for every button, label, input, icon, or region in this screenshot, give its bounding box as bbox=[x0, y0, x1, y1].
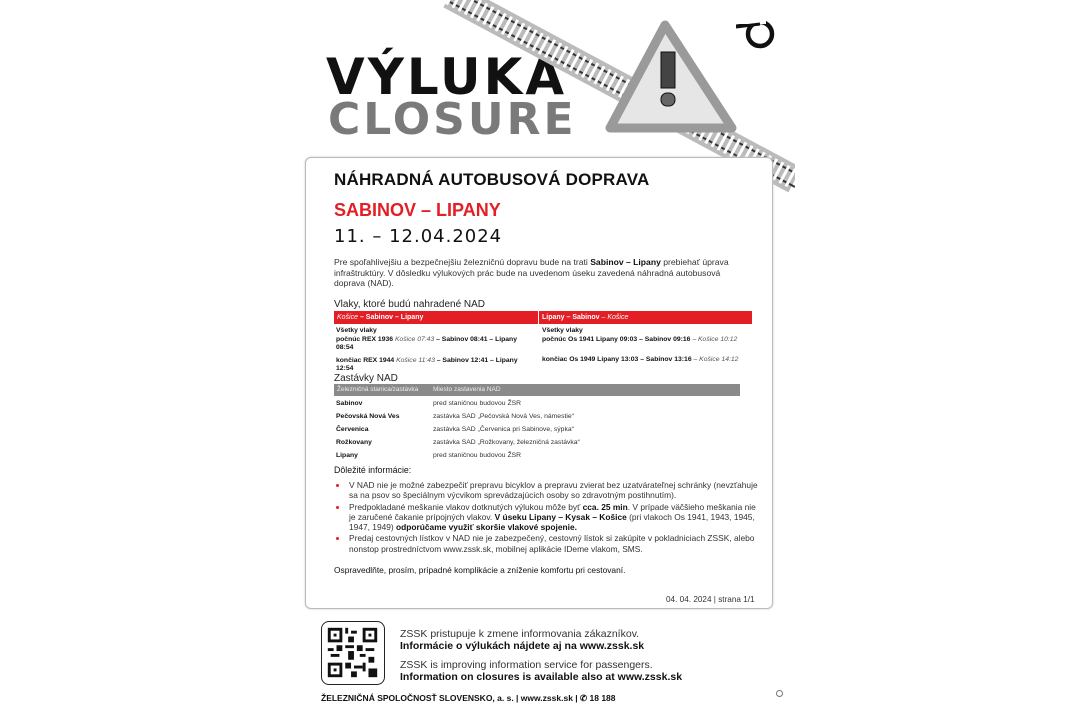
notice-heading: NÁHRADNÁ AUTOBUSOVÁ DOPRAVA bbox=[334, 170, 650, 189]
route-title: SABINOV – LIPANY bbox=[334, 200, 501, 220]
list-item: Predaj cestovných lístkov v NAD nie je zabezpečený, cestovný lístok si zakúpite v pokladniciach ZSSK, alebo nonstop prostredníctvom www.zssk.sk, mobilnej aplikácie IDeme vlakom, SMS. bbox=[334, 533, 759, 554]
apology-text: Ospravedlňte, prosím, prípadné komplikácie a zníženie komfortu pri cestovaní. bbox=[334, 565, 626, 575]
title-sk: VÝLUKA bbox=[326, 48, 568, 106]
qr-code-icon[interactable] bbox=[321, 621, 385, 685]
col-station: Železničná stanica/zastávka bbox=[337, 386, 419, 393]
stops-table-header bbox=[334, 384, 740, 396]
table-row: Sabinov pred staničnou budovou ŽSR bbox=[336, 400, 522, 407]
title-en: CLOSURE bbox=[328, 94, 577, 145]
zssk-logo-icon bbox=[736, 14, 776, 50]
footer-line-sk-bold: Informácie o výlukách nájdete aj na www.zssk.sk bbox=[400, 640, 645, 652]
train-row: končiac REX 1944 Košice 11:43 – Sabinov 12:41 – Lipany 12:54 bbox=[336, 356, 518, 373]
table-row: Rožkovany zastávka SAD „Rožkovany, železničná zastávka“ bbox=[336, 439, 580, 446]
footer-line-sk: ZSSK pristupuje k zmene informovania zákazníkov. bbox=[400, 628, 640, 640]
list-item: Predpokladané meškanie vlakov dotknutých výlukou môže byť cca. 25 min. V prípade väčšieho meškania nie je zaručené čakanie prípojných vlakov. V úseku Lipany – Kysak – Košice (pri vlakoch Os 1941, 1943, 1945, 1947, 1949) odporúčame využiť skoršie vlakové spojenie. bbox=[334, 502, 759, 533]
trains-heading: Vlaky, ktoré budú nahradené NAD bbox=[334, 299, 486, 310]
table-row: Pečovská Nová Ves zastávka SAD „Pečovská Nová Ves, námestie“ bbox=[336, 413, 574, 420]
copyright-icon bbox=[776, 690, 783, 697]
direction-header-2: Lipany – Sabinov – Košice bbox=[539, 311, 752, 324]
train-row: počnúc Os 1941 Lipany 09:03 – Sabinov 09:16 – Košice 10:12 bbox=[542, 335, 738, 343]
date-range: 11. – 12.04.2024 bbox=[334, 226, 503, 247]
intro-paragraph: Pre spoľahlivejšiu a bezpečnejšiu železničnú dopravu bude na trati Sabinov – Lipany prebiehať úprava infraštruktúry. V dôsledku výlukových prác bude na uvedenom úseku zavedená náhradná autobusová doprava (NAD). bbox=[334, 257, 729, 289]
info-list bbox=[334, 480, 759, 555]
table-row: Červenica zastávka SAD „Červenica pri Sabinove, sýpka“ bbox=[336, 426, 574, 433]
direction-header-1: Košice – Sabinov – Lipany bbox=[334, 311, 538, 324]
table-row: Lipany pred staničnou budovou ŽSR bbox=[336, 452, 522, 459]
direction-1-trains: Všetky vlaky počnúc REX 1936 Košice 07:43 – Sabinov 08:41 – Lipany 08:54 končiac REX 1944 Košice 11:43 – Sabinov 12:41 – Lipany 12:54 bbox=[336, 327, 534, 374]
intro-route: Sabinov – Lipany bbox=[590, 257, 661, 267]
footer-line-en: ZSSK is improving information service for passengers. bbox=[400, 659, 653, 671]
direction-2-trains: Všetky vlaky počnúc Os 1941 Lipany 09:03 – Sabinov 09:16 – Košice 10:12 končiac Os 1949 Lipany 13:03 – Sabinov 13:16 – Košice 14:12 bbox=[542, 327, 757, 365]
col-place: Miesto zastavenia NAD bbox=[433, 386, 501, 393]
train-row: počnúc REX 1936 Košice 07:43 – Sabinov 08:41 – Lipany 08:54 bbox=[336, 335, 517, 352]
info-heading: Dôležité informácie: bbox=[334, 465, 412, 475]
footer-line-en-bold: Information on closures is available also at www.zssk.sk bbox=[400, 671, 683, 683]
company-info: ŽELEZNIČNÁ SPOLOČNOSŤ SLOVENSKO, a. s. | www.zssk.sk | ✆ 18 188 bbox=[321, 693, 616, 703]
list-item: V NAD nie je možné zabezpečiť prepravu bicyklov a prepravu zvierat bez uzatvárateľnej schránky (nevzťahuje sa na psov so špeciálnym výcvikom sprevádzajúcich osoby so zdravotným postihnutím). bbox=[334, 480, 759, 501]
train-row: končiac Os 1949 Lipany 13:03 – Sabinov 13:16 – Košice 14:12 bbox=[542, 356, 739, 364]
qr-pattern-icon bbox=[322, 622, 383, 683]
stops-heading: Zastávky NAD bbox=[334, 373, 398, 384]
page-footer: 04. 04. 2024 | strana 1/1 bbox=[666, 595, 755, 604]
